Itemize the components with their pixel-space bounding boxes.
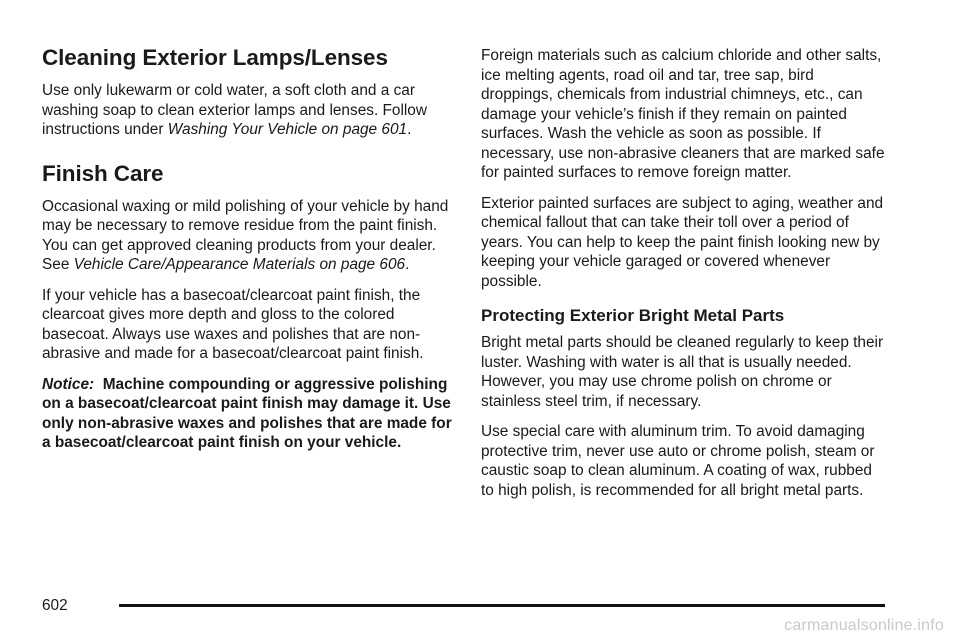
paragraph-foreign-materials: Foreign materials such as calcium chloride and other salts, ice melting agents, road oil and tar, tree sap, bird droppings, chemicals from industrial chimneys, etc., can damage your vehicle’s finish if they remain on painted surfaces. Wash the vehicle as soon as possible. If necessary, use non-abrasive cleaners that are marked safe for painted surfaces to remove foreign matter. [481, 47, 885, 181]
paragraph-bright-metal: Bright metal parts should be cleaned regularly to keep their luster. Washing with water is all that is usually needed. However, you may use chrome polish on chrome or stainless steel trim, if necessary. [481, 334, 884, 410]
reference-appearance-materials: Vehicle Care/Appearance Materials on page 606 [73, 256, 406, 273]
heading-cleaning-exterior-lamps: Cleaning Exterior Lamps/Lenses [42, 45, 388, 70]
paragraph-basecoat: If your vehicle has a basecoat/clearcoat paint finish, the clearcoat gives more depth and gloss to the colored basecoat. Always use waxes and polishes that are non-abrasive and made for a basecoat/clearcoat paint finish. [42, 286, 424, 362]
right-column [481, 46, 887, 511]
left-column [42, 44, 454, 464]
watermark: carmanualsonline.info [784, 617, 944, 634]
heading-bright-metal-parts: Protecting Exterior Bright Metal Parts [481, 306, 785, 325]
paragraph-lamps-end: . [407, 121, 412, 138]
page-number: 602 [42, 597, 68, 614]
paragraph-lamps-text: Use only lukewarm or cold water, a soft cloth and a car washing soap to clean exterior lamps and lenses. Follow instructions under [42, 82, 427, 138]
paragraph-aging: Exterior painted surfaces are subject to aging, weather and chemical fallout that can take their toll over a period of years. You can help to keep the paint finish looking new by keeping your vehicle garaged or covered whenever possible. [481, 194, 884, 290]
notice-text: Machine compounding or aggressive polishing on a basecoat/clearcoat paint finish may damage it. Use only non-abrasive waxes and polishes that are made for a basecoat/clearcoat paint finish on your vehicle. [42, 375, 452, 451]
notice-block [42, 375, 454, 453]
paragraph-waxing-text: Occasional waxing or mild polishing of your vehicle by hand may be necessary to remove residue from the paint finish. You can get approved cleaning products from your dealer. See [42, 197, 449, 273]
footer-rule [119, 604, 885, 607]
notice-label: Notice: [42, 375, 95, 393]
paragraph-aluminum: Use special care with aluminum trim. To avoid damaging protective trim, never use auto or chrome polish, steam or caustic soap to clean aluminum. A coating of wax, rubbed to high polish, is recommended for all bright metal parts. [481, 423, 875, 499]
paragraph-waxing [42, 197, 454, 275]
paragraph-waxing-end: . [405, 256, 410, 273]
heading-finish-care: Finish Care [42, 160, 164, 186]
paragraph-lamps [42, 81, 454, 140]
reference-washing-vehicle: Washing Your Vehicle on page 601 [167, 121, 408, 138]
